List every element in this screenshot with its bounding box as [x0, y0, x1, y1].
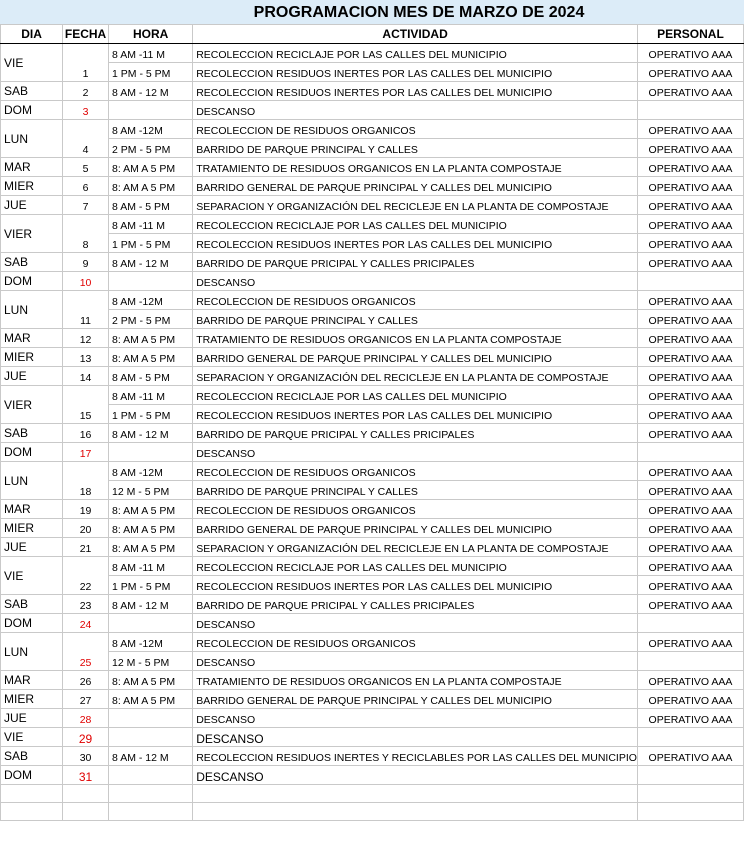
time-cell — [109, 101, 193, 120]
staff-cell: OPERATIVO AAA — [637, 329, 743, 348]
day-cell: VIE — [1, 44, 63, 82]
activity-cell: RECOLECCION RECICLAJE POR LAS CALLES DEL MUNICIPIO — [193, 44, 638, 63]
empty-cell — [637, 803, 743, 821]
day-cell: MIER — [1, 348, 63, 367]
activity-cell: BARRIDO GENERAL DE PARQUE PRINCIPAL Y CALLES DEL MUNICIPIO — [193, 177, 638, 196]
day-cell: DOM — [1, 766, 63, 785]
date-cell: 25 — [63, 633, 109, 671]
table-row — [1, 709, 744, 728]
day-cell: MIER — [1, 519, 63, 538]
time-cell: 1 PM - 5 PM — [109, 63, 193, 82]
table-row — [1, 139, 744, 158]
staff-cell: OPERATIVO AAA — [637, 367, 743, 386]
time-cell: 8 AM -11 M — [109, 44, 193, 63]
date-cell: 23 — [63, 595, 109, 614]
time-cell: 8: AM A 5 PM — [109, 671, 193, 690]
table-row — [1, 405, 744, 424]
table-row — [1, 557, 744, 576]
empty-cell — [109, 803, 193, 821]
empty-cell — [637, 785, 743, 803]
staff-cell: OPERATIVO AAA — [637, 63, 743, 82]
day-cell: VIE — [1, 728, 63, 747]
day-cell: SAB — [1, 253, 63, 272]
table-row — [1, 272, 744, 291]
date-cell: 30 — [63, 747, 109, 766]
time-cell: 8 AM -11 M — [109, 386, 193, 405]
table-row — [1, 500, 744, 519]
staff-cell — [637, 652, 743, 671]
date-cell: 12 — [63, 329, 109, 348]
table-row — [1, 690, 744, 709]
date-cell: 3 — [63, 101, 109, 120]
table-row — [1, 120, 744, 139]
staff-cell — [637, 272, 743, 291]
time-cell: 8 AM - 5 PM — [109, 196, 193, 215]
activity-cell: BARRIDO DE PARQUE PRICIPAL Y CALLES PRICIPALES — [193, 253, 638, 272]
header-fecha: FECHA — [63, 25, 109, 44]
day-cell: VIE — [1, 557, 63, 595]
activity-cell: DESCANSO — [193, 101, 638, 120]
day-cell: SAB — [1, 595, 63, 614]
time-cell: 8 AM -12M — [109, 120, 193, 139]
table-row — [1, 671, 744, 690]
header-personal: PERSONAL — [637, 25, 743, 44]
staff-cell: OPERATIVO AAA — [637, 500, 743, 519]
date-cell: 14 — [63, 367, 109, 386]
day-cell: JUE — [1, 538, 63, 557]
day-cell: DOM — [1, 614, 63, 633]
table-row — [1, 158, 744, 177]
date-cell: 10 — [63, 272, 109, 291]
empty-cell — [63, 803, 109, 821]
activity-cell: RECOLECCION DE RESIDUOS ORGANICOS — [193, 291, 638, 310]
day-cell: MAR — [1, 158, 63, 177]
staff-cell: OPERATIVO AAA — [637, 234, 743, 253]
staff-cell: OPERATIVO AAA — [637, 538, 743, 557]
time-cell: 8: AM A 5 PM — [109, 177, 193, 196]
day-cell: DOM — [1, 443, 63, 462]
table-row — [1, 82, 744, 101]
staff-cell: OPERATIVO AAA — [637, 177, 743, 196]
staff-cell: OPERATIVO AAA — [637, 196, 743, 215]
staff-cell: OPERATIVO AAA — [637, 709, 743, 728]
day-cell: LUN — [1, 633, 63, 671]
day-cell: DOM — [1, 101, 63, 120]
table-row — [1, 348, 744, 367]
time-cell: 12 M - 5 PM — [109, 481, 193, 500]
time-cell — [109, 272, 193, 291]
header-actividad: ACTIVIDAD — [193, 25, 638, 44]
activity-cell: DESCANSO — [193, 709, 638, 728]
staff-cell: OPERATIVO AAA — [637, 82, 743, 101]
table-row — [1, 63, 744, 82]
date-cell: 21 — [63, 538, 109, 557]
header-dia: DIA — [1, 25, 63, 44]
table-row — [1, 766, 744, 785]
time-cell: 8 AM - 12 M — [109, 595, 193, 614]
staff-cell — [637, 101, 743, 120]
table-row — [1, 633, 744, 652]
day-cell: VIER — [1, 386, 63, 424]
date-cell: 31 — [63, 766, 109, 785]
date-cell: 18 — [63, 462, 109, 500]
staff-cell — [637, 443, 743, 462]
table-row — [1, 728, 744, 747]
time-cell: 8: AM A 5 PM — [109, 538, 193, 557]
date-cell: 13 — [63, 348, 109, 367]
day-cell: MAR — [1, 329, 63, 348]
table-row — [1, 234, 744, 253]
time-cell: 1 PM - 5 PM — [109, 234, 193, 253]
table-row — [1, 538, 744, 557]
activity-cell: RECOLECCION RESIDUOS INERTES Y RECICLABLES POR LAS CALLES DEL MUNICIPIO — [193, 747, 638, 766]
time-cell: 8 AM - 12 M — [109, 747, 193, 766]
day-cell: LUN — [1, 291, 63, 329]
time-cell: 8: AM A 5 PM — [109, 519, 193, 538]
date-cell: 22 — [63, 557, 109, 595]
staff-cell: OPERATIVO AAA — [637, 519, 743, 538]
staff-cell: OPERATIVO AAA — [637, 576, 743, 595]
day-cell: SAB — [1, 424, 63, 443]
empty-cell — [193, 785, 638, 803]
day-cell: JUE — [1, 196, 63, 215]
activity-cell: BARRIDO DE PARQUE PRICIPAL Y CALLES PRICIPALES — [193, 595, 638, 614]
activity-cell: BARRIDO DE PARQUE PRINCIPAL Y CALLES — [193, 310, 638, 329]
day-cell: DOM — [1, 272, 63, 291]
activity-cell: SEPARACION Y ORGANIZACIÓN DEL RECICLEJE EN LA PLANTA DE COMPOSTAJE — [193, 367, 638, 386]
activity-cell: RECOLECCION RECICLAJE POR LAS CALLES DEL MUNICIPIO — [193, 386, 638, 405]
time-cell: 8: AM A 5 PM — [109, 348, 193, 367]
time-cell: 8 AM -11 M — [109, 215, 193, 234]
staff-cell: OPERATIVO AAA — [637, 215, 743, 234]
activity-cell: BARRIDO DE PARQUE PRINCIPAL Y CALLES — [193, 481, 638, 500]
day-cell: VIER — [1, 215, 63, 253]
day-cell: LUN — [1, 120, 63, 158]
empty-row — [1, 803, 744, 821]
staff-cell: OPERATIVO AAA — [637, 139, 743, 158]
time-cell — [109, 728, 193, 747]
date-cell: 1 — [63, 44, 109, 82]
table-row — [1, 652, 744, 671]
table-row — [1, 291, 744, 310]
title-bar — [0, 0, 744, 25]
date-cell: 5 — [63, 158, 109, 177]
table-row — [1, 310, 744, 329]
activity-cell: RECOLECCION DE RESIDUOS ORGANICOS — [193, 462, 638, 481]
day-cell: MAR — [1, 500, 63, 519]
time-cell: 2 PM - 5 PM — [109, 139, 193, 158]
time-cell: 8 AM - 12 M — [109, 253, 193, 272]
empty-cell — [193, 803, 638, 821]
table-row — [1, 196, 744, 215]
empty-cell — [63, 785, 109, 803]
date-cell: 27 — [63, 690, 109, 709]
table-row — [1, 424, 744, 443]
activity-cell: RECOLECCION RECICLAJE POR LAS CALLES DEL MUNICIPIO — [193, 557, 638, 576]
day-cell: MIER — [1, 177, 63, 196]
date-cell: 16 — [63, 424, 109, 443]
day-cell: SAB — [1, 747, 63, 766]
date-cell: 4 — [63, 120, 109, 158]
table-row — [1, 443, 744, 462]
table-row — [1, 386, 744, 405]
activity-cell: BARRIDO DE PARQUE PRINCIPAL Y CALLES — [193, 139, 638, 158]
activity-cell: RECOLECCION RESIDUOS INERTES POR LAS CALLES DEL MUNICIPIO — [193, 234, 638, 253]
table-row — [1, 595, 744, 614]
time-cell: 8: AM A 5 PM — [109, 329, 193, 348]
table-row — [1, 101, 744, 120]
empty-cell — [1, 803, 63, 821]
activity-cell: TRATAMIENTO DE RESIDUOS ORGANICOS EN LA PLANTA COMPOSTAJE — [193, 671, 638, 690]
staff-cell: OPERATIVO AAA — [637, 595, 743, 614]
staff-cell — [637, 766, 743, 785]
staff-cell: OPERATIVO AAA — [637, 158, 743, 177]
table-row — [1, 614, 744, 633]
activity-cell: SEPARACION Y ORGANIZACIÓN DEL RECICLEJE EN LA PLANTA DE COMPOSTAJE — [193, 538, 638, 557]
staff-cell: OPERATIVO AAA — [637, 462, 743, 481]
date-cell: 2 — [63, 82, 109, 101]
activity-cell: RECOLECCION RESIDUOS INERTES POR LAS CALLES DEL MUNICIPIO — [193, 405, 638, 424]
activity-cell: RECOLECCION RESIDUOS INERTES POR LAS CALLES DEL MUNICIPIO — [193, 63, 638, 82]
table-row — [1, 519, 744, 538]
day-cell: SAB — [1, 82, 63, 101]
activity-cell: DESCANSO — [193, 766, 638, 785]
date-cell: 11 — [63, 291, 109, 329]
staff-cell: OPERATIVO AAA — [637, 405, 743, 424]
time-cell — [109, 766, 193, 785]
schedule-table-body — [1, 25, 744, 821]
empty-cell — [109, 785, 193, 803]
time-cell: 12 M - 5 PM — [109, 652, 193, 671]
time-cell: 8 AM - 12 M — [109, 424, 193, 443]
day-cell: JUE — [1, 367, 63, 386]
activity-cell: BARRIDO GENERAL DE PARQUE PRINCIPAL Y CALLES DEL MUNICIPIO — [193, 519, 638, 538]
activity-cell: SEPARACION Y ORGANIZACIÓN DEL RECICLEJE EN LA PLANTA DE COMPOSTAJE — [193, 196, 638, 215]
time-cell — [109, 614, 193, 633]
time-cell — [109, 709, 193, 728]
table-row — [1, 747, 744, 766]
page-title: PROGRAMACION MES DE MARZO DE 2024 — [253, 4, 585, 21]
staff-cell: OPERATIVO AAA — [637, 120, 743, 139]
staff-cell: OPERATIVO AAA — [637, 671, 743, 690]
activity-cell: RECOLECCION DE RESIDUOS ORGANICOS — [193, 120, 638, 139]
staff-cell: OPERATIVO AAA — [637, 481, 743, 500]
date-cell: 8 — [63, 215, 109, 253]
staff-cell: OPERATIVO AAA — [637, 424, 743, 443]
activity-cell: RECOLECCION RESIDUOS INERTES POR LAS CALLES DEL MUNICIPIO — [193, 82, 638, 101]
time-cell: 8 AM -12M — [109, 633, 193, 652]
empty-row — [1, 785, 744, 803]
time-cell: 8: AM A 5 PM — [109, 690, 193, 709]
activity-cell: DESCANSO — [193, 443, 638, 462]
staff-cell — [637, 728, 743, 747]
time-cell: 8: AM A 5 PM — [109, 158, 193, 177]
table-row — [1, 329, 744, 348]
header-hora: HORA — [109, 25, 193, 44]
time-cell: 8 AM -12M — [109, 462, 193, 481]
staff-cell: OPERATIVO AAA — [637, 44, 743, 63]
time-cell: 1 PM - 5 PM — [109, 405, 193, 424]
table-row — [1, 177, 744, 196]
time-cell: 8 AM -12M — [109, 291, 193, 310]
staff-cell — [637, 614, 743, 633]
time-cell: 8 AM - 5 PM — [109, 367, 193, 386]
date-cell: 6 — [63, 177, 109, 196]
activity-cell: RECOLECCION DE RESIDUOS ORGANICOS — [193, 633, 638, 652]
time-cell: 8 AM - 12 M — [109, 82, 193, 101]
date-cell: 20 — [63, 519, 109, 538]
date-cell: 28 — [63, 709, 109, 728]
staff-cell: OPERATIVO AAA — [637, 386, 743, 405]
activity-cell: TRATAMIENTO DE RESIDUOS ORGANICOS EN LA PLANTA COMPOSTAJE — [193, 158, 638, 177]
day-cell: MIER — [1, 690, 63, 709]
time-cell: 2 PM - 5 PM — [109, 310, 193, 329]
staff-cell: OPERATIVO AAA — [637, 253, 743, 272]
staff-cell: OPERATIVO AAA — [637, 348, 743, 367]
activity-cell: BARRIDO GENERAL DE PARQUE PRINCIPAL Y CALLES DEL MUNICIPIO — [193, 690, 638, 709]
day-cell: LUN — [1, 462, 63, 500]
schedule-table — [0, 24, 744, 821]
date-cell: 26 — [63, 671, 109, 690]
activity-cell: DESCANSO — [193, 652, 638, 671]
table-row — [1, 367, 744, 386]
activity-cell: TRATAMIENTO DE RESIDUOS ORGANICOS EN LA PLANTA COMPOSTAJE — [193, 329, 638, 348]
time-cell: 8 AM -11 M — [109, 557, 193, 576]
table-row — [1, 576, 744, 595]
activity-cell: RECOLECCION DE RESIDUOS ORGANICOS — [193, 500, 638, 519]
header-row — [1, 25, 744, 44]
date-cell: 24 — [63, 614, 109, 633]
staff-cell: OPERATIVO AAA — [637, 633, 743, 652]
empty-cell — [1, 785, 63, 803]
table-row — [1, 44, 744, 63]
staff-cell: OPERATIVO AAA — [637, 557, 743, 576]
activity-cell: RECOLECCION RECICLAJE POR LAS CALLES DEL MUNICIPIO — [193, 215, 638, 234]
activity-cell: BARRIDO GENERAL DE PARQUE PRINCIPAL Y CALLES DEL MUNICIPIO — [193, 348, 638, 367]
day-cell: JUE — [1, 709, 63, 728]
date-cell: 7 — [63, 196, 109, 215]
staff-cell: OPERATIVO AAA — [637, 690, 743, 709]
table-row — [1, 481, 744, 500]
date-cell: 17 — [63, 443, 109, 462]
activity-cell: DESCANSO — [193, 728, 638, 747]
staff-cell: OPERATIVO AAA — [637, 291, 743, 310]
table-row — [1, 253, 744, 272]
activity-cell: RECOLECCION RESIDUOS INERTES POR LAS CALLES DEL MUNICIPIO — [193, 576, 638, 595]
time-cell: 1 PM - 5 PM — [109, 576, 193, 595]
staff-cell: OPERATIVO AAA — [637, 310, 743, 329]
time-cell — [109, 443, 193, 462]
table-row — [1, 462, 744, 481]
time-cell: 8: AM A 5 PM — [109, 500, 193, 519]
activity-cell: DESCANSO — [193, 272, 638, 291]
day-cell: MAR — [1, 671, 63, 690]
table-row — [1, 215, 744, 234]
activity-cell: BARRIDO DE PARQUE PRICIPAL Y CALLES PRICIPALES — [193, 424, 638, 443]
date-cell: 9 — [63, 253, 109, 272]
date-cell: 19 — [63, 500, 109, 519]
staff-cell: OPERATIVO AAA — [637, 747, 743, 766]
date-cell: 29 — [63, 728, 109, 747]
activity-cell: DESCANSO — [193, 614, 638, 633]
date-cell: 15 — [63, 386, 109, 424]
